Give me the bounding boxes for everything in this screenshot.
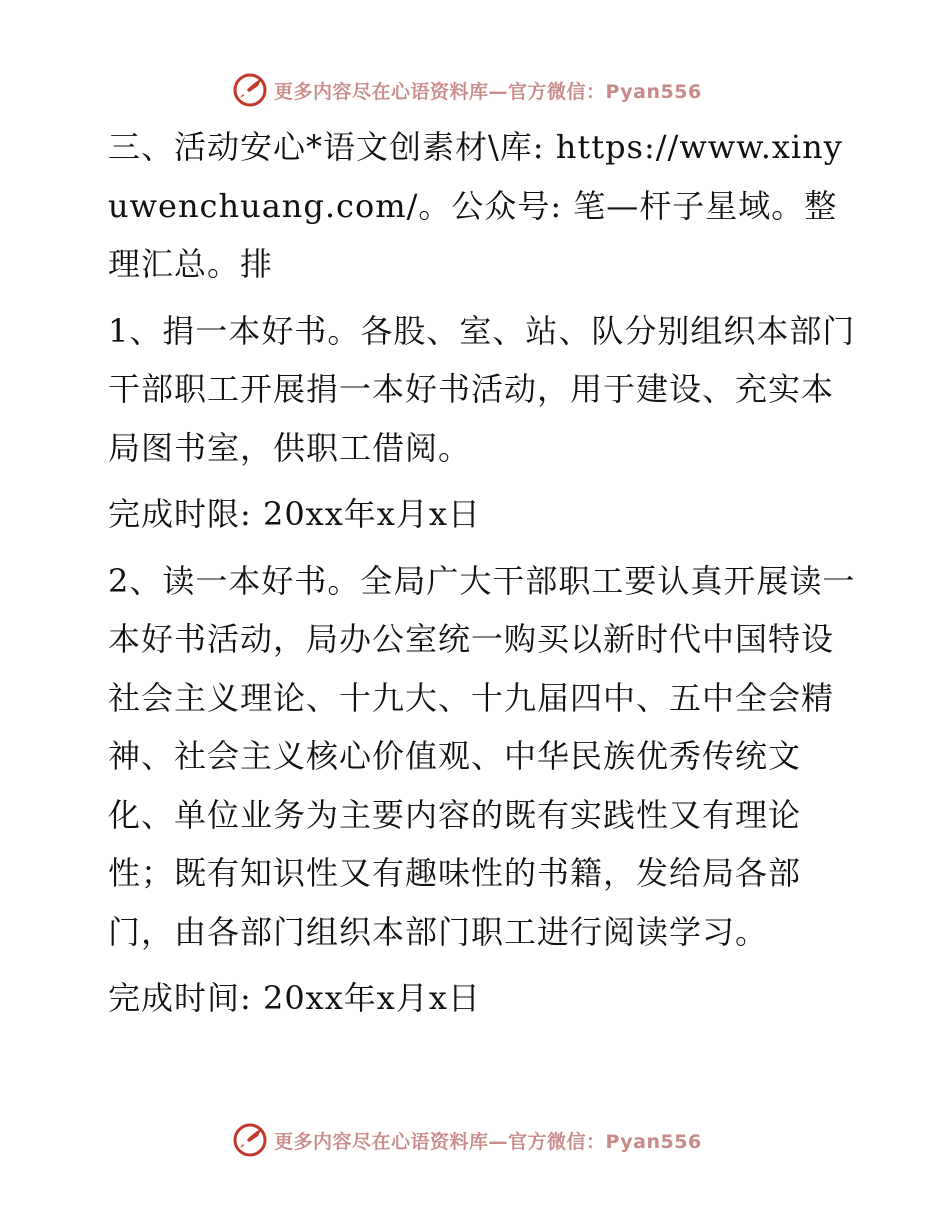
document-body — [96, 118, 856, 1036]
header-watermark — [232, 70, 702, 110]
paragraph-item-two: 2、读一本好书。全局广大干部职工要认真开展读一本好书活动，局办公室统一购买以新时代中国特设社会主义理论、十九大、十九届四中、五中全会精神、社会主义核心价值观、中华民族优秀传统文化、单位业务为主要内容的既有实践性又有理论性；既有知识性又有趣味性的书籍，发给局各部门，由各部门组织本部门职工进行阅读学习。 — [108, 561, 856, 951]
pen-logo-icon — [232, 72, 268, 108]
paragraph-deadline-one: 完成时限: 20xx年x月x日 — [108, 495, 481, 533]
paragraph-deadline-two: 完成时间: 20xx年x月x日 — [108, 979, 481, 1017]
footer-watermark-text: 更多内容尽在心语资料库—官方微信：Pyan556 — [274, 1130, 702, 1153]
footer-watermark — [232, 1120, 702, 1160]
paragraph-item-one: 1、捐一本好书。各股、室、站、队分别组织本部门干部职工开展捐一本好书活动，用于建设、充实本局图书室，供职工借阅。 — [108, 311, 856, 467]
header-watermark-text: 更多内容尽在心语资料库—官方微信：Pyan556 — [274, 80, 702, 103]
pen-logo-icon — [232, 1122, 268, 1158]
paragraph-section-three: 三、活动安心*语文创素材\库: https://www.xinyuwenchuang.com/。公众号: 笔—杆子星域。整理汇总。排 — [108, 128, 843, 283]
